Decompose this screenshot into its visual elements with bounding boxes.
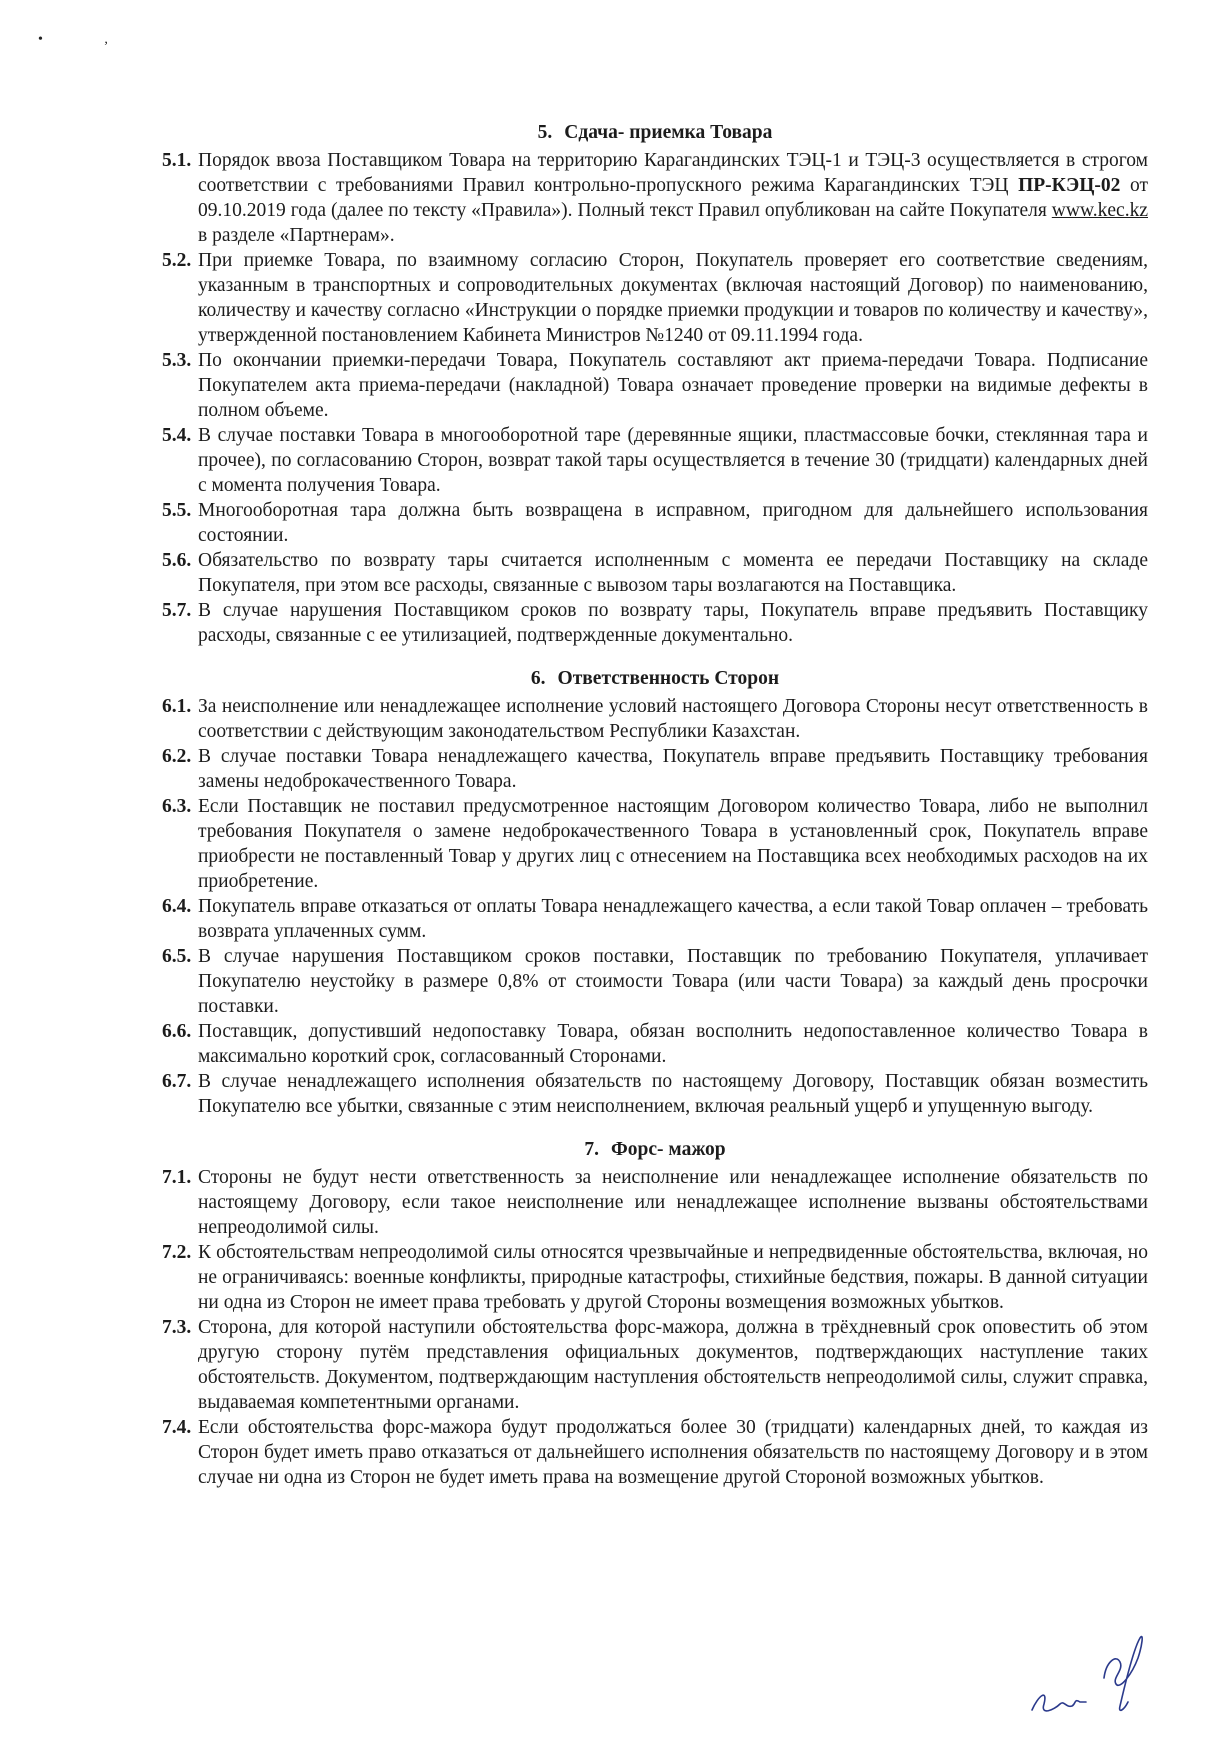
clause-text bbox=[198, 1069, 1148, 1119]
clause-text bbox=[198, 498, 1148, 548]
section-7 bbox=[162, 1137, 1148, 1490]
clause-text bbox=[198, 1019, 1148, 1069]
clause-text-run: По окончании приемки-передачи Товара, Покупатель составляют акт приема-передачи Товара. Подписание Покупателем акта приема-передачи (накладной) Товара означает проведение проверки на видимые дефекты в полном объеме. bbox=[198, 350, 1148, 421]
clause-text bbox=[198, 944, 1148, 1019]
clause-text-run: За неисполнение или ненадлежащее исполнение условий настоящего Договора Стороны несут ответственность в соответствии с действующим законодательством Республики Казахстан. bbox=[198, 696, 1148, 742]
clause-text-run: Порядок ввоза Поставщиком Товара на территорию Карагандинских ТЭЦ-1 и ТЭЦ-3 осуществляется в строгом соответствии с требованиями Правил контрольно-пропускного режима Карагандинских ТЭЦ bbox=[198, 150, 1148, 196]
clause bbox=[162, 794, 1148, 894]
clause-text-run: в разделе «Партнерам». bbox=[198, 225, 395, 246]
clause-text-run: Если обстоятельства форс-мажора будут продолжаться более 30 (тридцати) календарных дней, то каждая из Сторон будет иметь право отказаться от дальнейшего исполнения обязательств по настоящему Договору и в этом случае ни одна из Сторон не будет иметь права на возмещение другой Стороной возможных убытков. bbox=[198, 1417, 1148, 1488]
clause-text bbox=[198, 794, 1148, 894]
section-heading bbox=[162, 666, 1148, 691]
clause-number: 6.3. bbox=[162, 796, 192, 817]
clause-text bbox=[198, 894, 1148, 944]
clause bbox=[162, 694, 1148, 744]
clause-text-run: Стороны не будут нести ответственность за неисполнение или ненадлежащее исполнение обязательств по настоящему Договору, если такое неисполнение или ненадлежащее исполнение вызваны обстоятельствами непреодолимой силы. bbox=[198, 1167, 1148, 1238]
clause-text bbox=[198, 348, 1148, 423]
clause-number: 5.3. bbox=[162, 350, 192, 371]
clause-number: 7.2. bbox=[162, 1242, 192, 1263]
clause-text bbox=[198, 548, 1148, 598]
clause-text-run: В случае поставки Товара ненадлежащего качества, Покупатель вправе предъявить Поставщику требования замены недоброкачественного Товара. bbox=[198, 746, 1148, 792]
clause bbox=[162, 944, 1148, 1019]
clause bbox=[162, 1019, 1148, 1069]
clause-text bbox=[198, 1165, 1148, 1240]
clause-number: 7.3. bbox=[162, 1317, 192, 1338]
document-body bbox=[162, 120, 1148, 1508]
clause-number: 6.1. bbox=[162, 696, 192, 717]
clause-number: 6.5. bbox=[162, 946, 192, 967]
section-title: Форс- мажор bbox=[611, 1139, 726, 1160]
clause bbox=[162, 1315, 1148, 1415]
clause-text-run: от 09.10.2019 года (далее по тексту «Правила»). Полный текст Правил опубликован на сайте Покупателя bbox=[198, 175, 1148, 221]
section-title: Сдача- приемка Товара bbox=[564, 122, 773, 143]
clause-text bbox=[198, 423, 1148, 498]
clause bbox=[162, 498, 1148, 548]
clause-text-run: В случае поставки Товара в многооборотной таре (деревянные ящики, пластмассовые бочки, стеклянная тара и прочее), по согласованию Сторон, возврат такой тары осуществляется в течение 30 (тридцати) календарных дней с момента получения Товара. bbox=[198, 425, 1148, 496]
clause-number: 6.4. bbox=[162, 896, 192, 917]
clause bbox=[162, 1240, 1148, 1315]
section-number: 7. bbox=[584, 1139, 600, 1160]
clause bbox=[162, 423, 1148, 498]
section-number: 6. bbox=[530, 668, 546, 689]
clause-number: 6.7. bbox=[162, 1071, 192, 1092]
clause-text-run: Покупатель вправе отказаться от оплаты Товара ненадлежащего качества, а если такой Товар оплачен – требовать возврата уплаченных сумм. bbox=[198, 896, 1148, 942]
clause bbox=[162, 1165, 1148, 1240]
clause-number: 5.1. bbox=[162, 150, 192, 171]
clause bbox=[162, 248, 1148, 348]
clause bbox=[162, 348, 1148, 423]
clause-number: 6.2. bbox=[162, 746, 192, 767]
clause-text-run: Обязательство по возврату тары считается исполненным с момента ее передачи Поставщику на складе Покупателя, при этом все расходы, связанные с вывозом тары возлагаются на Поставщика. bbox=[198, 550, 1148, 596]
clause-text-run: В случае нарушения Поставщиком сроков поставки, Поставщик по требованию Покупателя, уплачивает Покупателю неустойку в размере 0,8% от стоимости Товара (или части Товара) за каждый день просрочки поставки. bbox=[198, 946, 1148, 1017]
clause-text bbox=[198, 1315, 1148, 1415]
clause-number: 6.6. bbox=[162, 1021, 192, 1042]
clause-text bbox=[198, 694, 1148, 744]
clause-text-run: К обстоятельствам непреодолимой силы относятся чрезвычайные и непредвиденные обстоятельства, включая, но не ограничиваясь: военные конфликты, природные катастрофы, стихийные бедствия, пожары. В данной ситуации ни одна из Сторон не имеет права требовать у другой Стороны возмещения возможных убытков. bbox=[198, 1242, 1148, 1313]
rule-code: ПР-КЭЦ-02 bbox=[1018, 175, 1121, 196]
clause-number: 5.4. bbox=[162, 425, 192, 446]
section-6 bbox=[162, 666, 1148, 1119]
clause-text bbox=[198, 1415, 1148, 1490]
clause bbox=[162, 1069, 1148, 1119]
clause-text-run: Сторона, для которой наступили обстоятельства форс-мажора, должна в трёхдневный срок оповестить об этом другую сторону путём представления официальных документов, подтверждающих наступление таких обстоятельств. Документом, подтверждающим наступления обстоятельств непреодолимой силы, служит справка, выдаваемая компетентными органами. bbox=[198, 1317, 1148, 1413]
clause-text-run: В случае ненадлежащего исполнения обязательств по настоящему Договору, Поставщик обязан возместить Покупателю все убытки, связанные с этим неисполнением, включая реальный ущерб и упущенную выгоду. bbox=[198, 1071, 1148, 1117]
clause bbox=[162, 598, 1148, 648]
clause-text bbox=[198, 248, 1148, 348]
clause-number: 5.6. bbox=[162, 550, 192, 571]
clause-text-run: Поставщик, допустивший недопоставку Товара, обязан восполнить недопоставленное количество Товара в максимально короткий срок, согласованный Сторонами. bbox=[198, 1021, 1148, 1067]
clause bbox=[162, 548, 1148, 598]
clause-text bbox=[198, 1240, 1148, 1315]
scan-dot-mark: • bbox=[38, 32, 43, 47]
clause bbox=[162, 1415, 1148, 1490]
clause-number: 5.5. bbox=[162, 500, 192, 521]
clause-number: 7.1. bbox=[162, 1167, 192, 1188]
scan-comma-mark: , bbox=[104, 32, 108, 47]
clause-text-run: Многооборотная тара должна быть возвращена в исправном, пригодном для дальнейшего использования состоянии. bbox=[198, 500, 1148, 546]
handwritten-signature bbox=[1020, 1618, 1170, 1728]
clause bbox=[162, 894, 1148, 944]
clause-text-run: При приемке Товара, по взаимному согласию Сторон, Покупатель проверяет его соответствие сведениям, указанным в транспортных и сопроводительных документах (включая настоящий Договор) по наименованию, количеству и качеству согласно «Инструкции о порядке приемки продукции и товаров по количеству и качеству», утвержденной постановлением Кабинета Министров №1240 от 09.11.1994 года. bbox=[198, 250, 1148, 346]
section-number: 5. bbox=[537, 122, 553, 143]
clause-number: 7.4. bbox=[162, 1417, 192, 1438]
section-5 bbox=[162, 120, 1148, 648]
clause-text-run: Если Поставщик не поставил предусмотренное настоящим Договором количество Товара, либо не выполнил требования Покупателя о замене недоброкачественного Товара в установленный срок, Покупатель вправе приобрести не поставленный Товар у других лиц с отнесением на Поставщика всех необходимых расходов на их приобретение. bbox=[198, 796, 1148, 892]
section-heading bbox=[162, 1137, 1148, 1162]
clause-text bbox=[198, 148, 1148, 248]
clause-number: 5.7. bbox=[162, 600, 192, 621]
section-title: Ответственность Сторон bbox=[557, 668, 780, 689]
clause bbox=[162, 744, 1148, 794]
section-heading bbox=[162, 120, 1148, 145]
clause-text bbox=[198, 598, 1148, 648]
scan-corner-marks bbox=[38, 32, 108, 48]
clause-number: 5.2. bbox=[162, 250, 192, 271]
clause-text bbox=[198, 744, 1148, 794]
website-link[interactable]: www.kec.kz bbox=[1051, 200, 1148, 221]
clause bbox=[162, 148, 1148, 248]
clause-text-run: В случае нарушения Поставщиком сроков по возврату тары, Покупатель вправе предъявить Поставщику расходы, связанные с ее утилизацией, подтвержденные документально. bbox=[198, 600, 1148, 646]
